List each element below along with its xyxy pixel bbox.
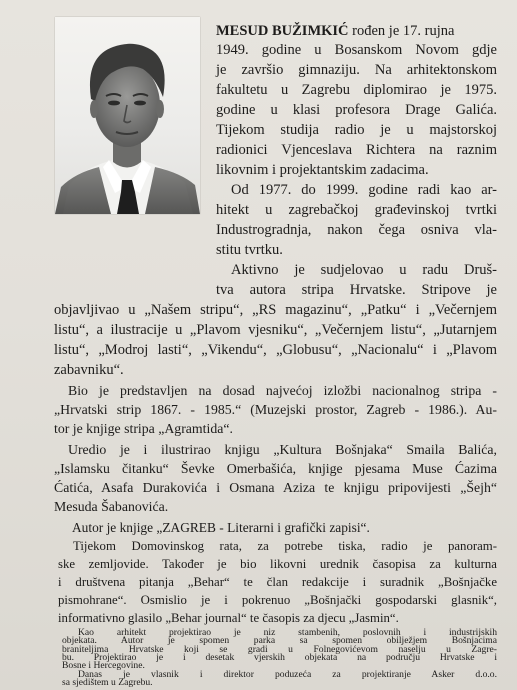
text-line-15: objavljivao u „Našem stripu“, „RS magazinu“, „Patku“ i „Večernjem: [54, 302, 497, 318]
portrait-illustration: [55, 17, 200, 214]
text-line-33: objekata. Autor je spomen parka sa spomen obilježjem Bošnjacima: [62, 635, 497, 646]
text-line-21: tor je knjige stripa „Agramtida“.: [54, 421, 233, 436]
text-line-18: zabavniku“.: [54, 362, 124, 378]
text-line-11: Industrogradnja, nakon čega osniva vla-: [216, 222, 497, 238]
text-line-31: informativno glasilo „Behar journal“ te časopis za djecu „Jasmin“.: [58, 611, 399, 625]
text-line-35: bu. Projektirao je i desetak vjerskih objekata na području Hrvatske i: [62, 652, 497, 663]
text-line-36: Bosne i Hercegovine.: [62, 660, 145, 671]
text-line-12: stitu tvrtku.: [216, 242, 283, 258]
text-line-16: listu“, a ilustracije u „Plavom vjesniku“, „Večernjem listu“, „Jutarnjem: [54, 322, 497, 338]
text-line-13: Aktivno je sudjelovao u radu Druš-: [231, 262, 497, 278]
text-line-4: fakultetu u Zagrebu diplomirao je 1975.: [216, 82, 497, 98]
text-line-24: Ćatića, Asafa Durakovića i Osmana Aziza te knjigu pripovijesti „Šejh“: [54, 480, 497, 495]
text-line-19: Bio je predstavljen na dosad najvećoj izložbi nacionalnog stripa -: [68, 383, 497, 398]
text-line-1: [216, 22, 497, 40]
text-line-1-rest: rođen je 17. rujna: [348, 23, 455, 39]
text-line-17: listu“, „Modroj lasti“, „Vikendu“, „Globusu“, „Nacionalu“ i „Plavom: [54, 342, 497, 358]
text-line-26: Autor je knjige „ZAGREB - Literarni i grafički zapisi“.: [72, 520, 370, 535]
text-line-32: Kao arhitekt projektirao je niz stambenih, poslovnih i industrijskih: [78, 627, 497, 638]
text-line-5: godine u klasi profesora Drage Galića.: [216, 102, 497, 118]
text-line-30: pismohrane“. Osmislio je i pokrenuo „Bošnjački gospodarski glasnik“,: [58, 593, 497, 607]
text-line-2: 1949. godine u Bosanskom Novom gdje: [216, 42, 497, 58]
author-portrait-photo: [55, 17, 200, 214]
text-line-27: Tijekom Domovinskog rata, za potrebe tiska, radio je panoram-: [73, 539, 497, 553]
text-line-29: i društvena pitanja „Behar“ te član redakcije i suradnik „Bošnjačke: [58, 575, 497, 589]
text-line-14: tva autora stripa Hrvatske. Stripove je: [216, 282, 497, 298]
text-line-20: „Hrvatski strip 1867. - 1985.“ (Muzejski prostor, Zagreb - 1986.). Au-: [54, 402, 497, 417]
author-name: MESUD BUŽIMKIĆ: [216, 23, 349, 39]
text-line-22: Uredio je i ilustrirao knjigu „Kultura Bošnjaka“ Smaila Balića,: [68, 442, 497, 457]
text-line-23: „Islamsku čitanku“ Ševke Omerbašića, knjige pjesama Muse Ćazima: [54, 461, 497, 476]
text-line-9: Od 1977. do 1999. godine radi kao ar-: [231, 182, 497, 198]
text-line-28: ske zemljovide. Također je bio likovni urednik časopisa za kulturna: [58, 557, 497, 571]
text-line-37: Danas je vlasnik i direktor poduzeća za projektiranje Asker d.o.o.: [78, 669, 497, 680]
text-line-6: Tijekom studija radio je u majstorskoj: [216, 122, 497, 138]
text-line-38: sa sjedištem u Zagrebu.: [62, 677, 153, 688]
text-line-8: likovnim i projektantskim zadacima.: [216, 162, 429, 178]
text-line-3: je završio gimnaziju. Na arhitektonskom: [216, 62, 497, 78]
text-line-25: Mesuda Šabanovića.: [54, 499, 169, 514]
text-line-7: radionici Vjenceslava Richtera na raznim: [216, 142, 497, 158]
text-line-10: hitekt u zagrebačkoj građevinskoj tvrtki: [216, 202, 497, 218]
text-line-34: braniteljima Hrvatske koji se gradi u Folnegovićevom naselju u Zagre-: [62, 644, 497, 655]
